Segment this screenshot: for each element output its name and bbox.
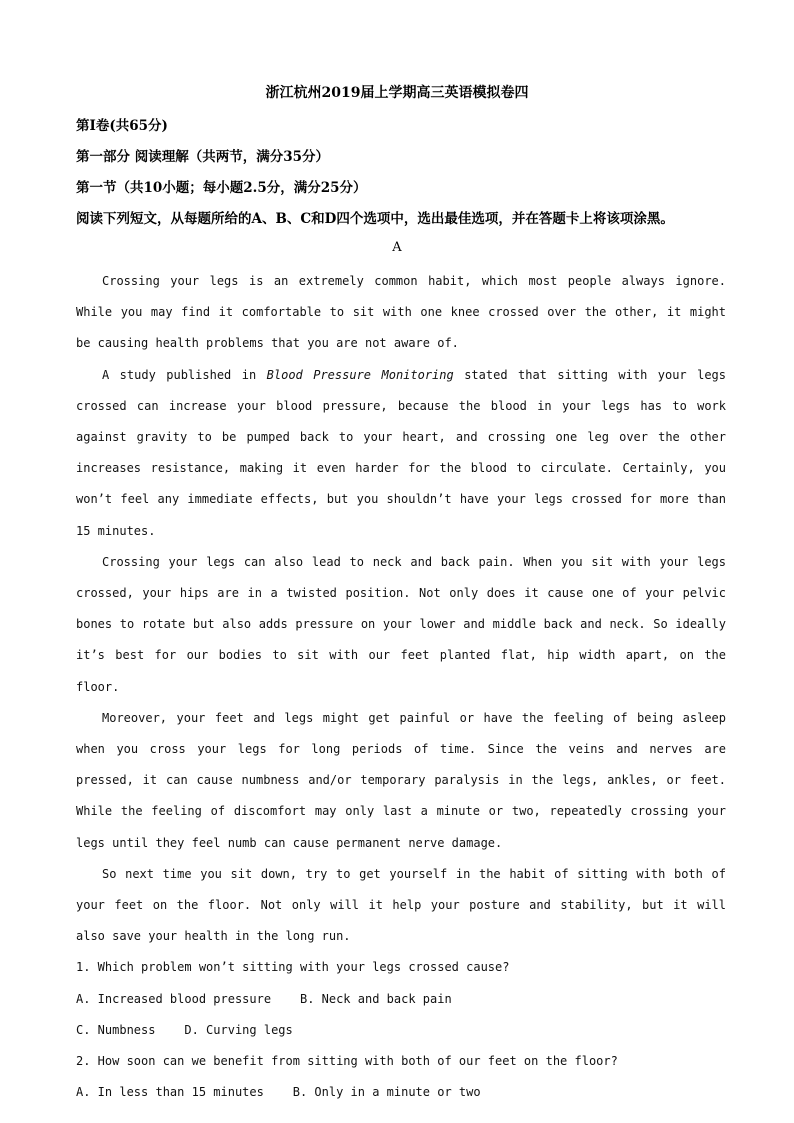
question-1: 1. Which problem won’t sitting with your legs crossed cause? (76, 960, 510, 975)
paragraph-4: Moreover, your feet and legs might get painful or have the feeling of being asleep when you cross your legs for long periods of time. Since the veins and nerves are pressed, it can cause numbness and/or temporary paralysis in the legs, ankles, or feet. While the feeling of discomfort may only last a minute or two, repeatedly crossing your legs until they feel numb can cause permanent nerve damage. (76, 710, 726, 850)
instructions: 阅读下列短文，从每题所给的A、B、C和D四个选项中，选出最佳选项，并在答题卡上将该项涂黑。 (76, 211, 674, 227)
question-2: 2. How soon can we benefit from sitting with both of our feet on the floor? (76, 1054, 618, 1069)
paragraph-1: Crossing your legs is an extremely common habit, which most people always ignore. While you may find it comfortable to sit with one knee crossed over the other, it might be causing health problems that you are not aware of. (76, 274, 726, 351)
volume-heading: 第Ⅰ卷(共65分) (76, 118, 168, 134)
paragraph-3: Crossing your legs can also lead to neck and back pain. When you sit with your legs crossed, your hips are in a twisted position. Not only does it cause one of your pelvic bones to rotate but also adds pressure on your lower and middle back and neck. So ideally it’s best for our bodies to sit with our feet planted flat, hip width apart, on the floor. (76, 554, 726, 694)
section-heading: 第一节（共10小题；每小题2.5分，满分25分） (76, 180, 367, 196)
part-heading: 第一部分 阅读理解（共两节，满分35分） (76, 149, 329, 165)
question-1-options-ab: A. Increased blood pressure B. Neck and back pain (76, 991, 452, 1006)
journal-title: Blood Pressure Monitoring (266, 367, 454, 382)
passage-letter: A (392, 240, 402, 255)
question-2-options-ab: A. In less than 15 minutes B. Only in a minute or two (76, 1085, 481, 1100)
paragraph-2 (76, 360, 726, 547)
paragraph-2-lead: A study published in (102, 367, 267, 382)
reading-passage (76, 266, 726, 1108)
question-1-options-cd: C. Numbness D. Curving legs (76, 1022, 293, 1037)
exam-title: 浙江杭州2019届上学期高三英语模拟卷四 (265, 85, 529, 101)
paragraph-2-rest: stated that sitting with your legs crossed can increase your blood pressure, because the blood in your legs has to work against gravity to be pumped back to your heart, and crossing one leg over the other increases resistance, making it even harder for the blood to circulate. Certainly, you won’t feel any immediate effects, but you shouldn’t have your legs crossed for more than 15 minutes. (76, 367, 727, 538)
paragraph-5: So next time you sit down, try to get yourself in the habit of sitting with both of your feet on the floor. Not only will it help your posture and stability, but it will also save your health in the long run. (76, 866, 726, 944)
